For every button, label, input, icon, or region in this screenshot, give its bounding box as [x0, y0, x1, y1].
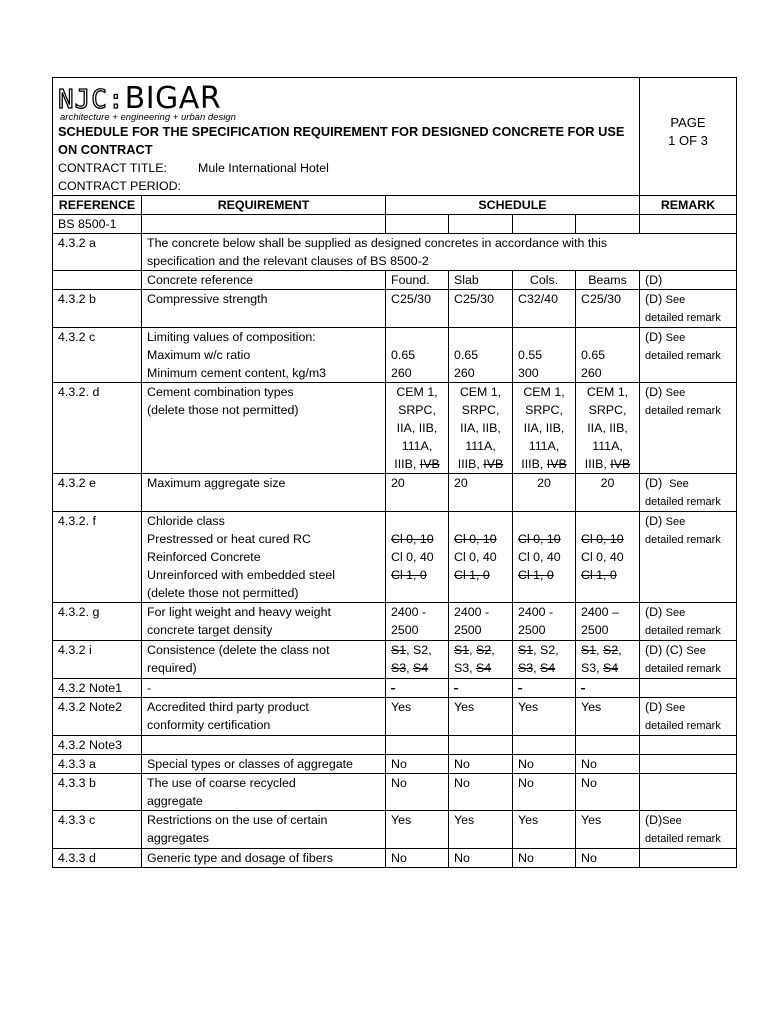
- table-row: [53, 849, 737, 868]
- schedule-cell: Beams: [576, 271, 640, 290]
- schedule-cell: CEM 1, SRPC, IIA, IIB, 111A, IIIB, IVB: [513, 383, 576, 474]
- schedule-cell: Yes: [449, 698, 513, 736]
- requirement-cell: -: [142, 679, 386, 698]
- header-block: [53, 78, 640, 196]
- requirement-cell: Accredited third party product conformity certification: [142, 698, 386, 736]
- requirement-cell: Special types or classes of aggregate: [142, 755, 386, 774]
- schedule-cell: Yes: [386, 811, 449, 849]
- requirement-cell: Compressive strength: [142, 290, 386, 328]
- remark-cell: (D) See detailed remark: [640, 512, 737, 603]
- table-row: [53, 215, 737, 234]
- schedule-cell: CEM 1, SRPC, IIA, IIB, 111A, IIIB, IVB: [576, 383, 640, 474]
- requirement-cell: The use of coarse recycled aggregate: [142, 774, 386, 811]
- requirement-text: specification and the relevant clauses of BS 8500-2: [147, 254, 429, 268]
- schedule-cell: C32/40: [513, 290, 576, 328]
- col-requirement-header: REQUIREMENT: [142, 196, 386, 215]
- schedule-cell: S1, S2, S3, S4: [386, 641, 449, 679]
- remark-cell: (D) See detailed remark: [640, 290, 737, 328]
- table-row: [53, 474, 737, 512]
- schedule-cell: Yes: [576, 698, 640, 736]
- remark-cell: (D) See detailed remark: [640, 603, 737, 641]
- remark-cell: (D): [640, 271, 737, 290]
- schedule-cell: Yes: [386, 698, 449, 736]
- remark-cell: (D) See detailed remark: [640, 383, 737, 474]
- schedule-cell: Slab: [449, 271, 513, 290]
- schedule-cell: No: [449, 849, 513, 868]
- page-label: PAGE: [670, 115, 706, 130]
- ref-cell: 4.3.3 b: [53, 774, 142, 811]
- table-row: [53, 755, 737, 774]
- ref-cell: 4.3.2 a: [53, 234, 142, 271]
- table-row: [53, 271, 737, 290]
- col-reference-header: REFERENCE: [53, 196, 142, 215]
- schedule-cell: 2400 - 2500: [386, 603, 449, 641]
- schedule-cell: 20: [576, 474, 640, 512]
- table-row: [53, 328, 737, 383]
- schedule-cell: No: [513, 774, 576, 811]
- page-number-cell: [640, 78, 737, 196]
- ref-cell: 4.3.2 Note2: [53, 698, 142, 736]
- table-row: [53, 603, 737, 641]
- schedule-cell: CEM 1, SRPC, IIA, IIB, 111A, IIIB, IVB: [449, 383, 513, 474]
- schedule-cell: No: [386, 755, 449, 774]
- remark-cell: [640, 774, 737, 811]
- document-title-line1: SCHEDULE FOR THE SPECIFICATION REQUIREMENT FOR DESIGNED CONCRETE FOR USE: [58, 124, 625, 139]
- schedule-cell: No: [576, 774, 640, 811]
- ref-cell: 4.3.2. d: [53, 383, 142, 474]
- remark-cell: [640, 679, 737, 698]
- ref-cell: 4.3.2 i: [53, 641, 142, 679]
- schedule-cell: -: [449, 679, 513, 698]
- table-row: [53, 679, 737, 698]
- document-title-line2: ON CONTRACT: [58, 142, 153, 157]
- table-row: [53, 290, 737, 328]
- table-row: [53, 234, 737, 271]
- schedule-cell: S1, S2, S3, S4: [576, 641, 640, 679]
- contract-title-label: CONTRACT TITLE:: [58, 161, 168, 175]
- requirement-cell: Restrictions on the use of certain aggregates: [142, 811, 386, 849]
- company-logo: [58, 80, 634, 123]
- schedule-cell: 0.65 260: [449, 328, 513, 383]
- schedule-cell: No: [513, 755, 576, 774]
- requirement-cell: Consistence (delete the class not required): [142, 641, 386, 679]
- col-schedule-header: SCHEDULE: [386, 196, 640, 215]
- contract-title-row: [58, 159, 634, 177]
- schedule-cell: C25/30: [449, 290, 513, 328]
- schedule-cell: 20: [449, 474, 513, 512]
- logo-name: BIGAR: [124, 81, 222, 116]
- schedule-cell: -: [386, 679, 449, 698]
- ref-cell: 4.3.3 d: [53, 849, 142, 868]
- schedule-cell: Yes: [513, 811, 576, 849]
- schedule-cell: No: [576, 849, 640, 868]
- ref-cell: 4.3.2 e: [53, 474, 142, 512]
- schedule-cell: No: [449, 774, 513, 811]
- table-row: [53, 641, 737, 679]
- contract-period-label: CONTRACT PERIOD:: [58, 179, 181, 193]
- requirement-cell: Cement combination types (delete those not permitted): [142, 383, 386, 474]
- requirement-cell: Maximum aggregate size: [142, 474, 386, 512]
- ref-cell: BS 8500-1: [53, 215, 142, 234]
- schedule-cell: 20: [386, 474, 449, 512]
- schedule-cell: 0.55 300: [513, 328, 576, 383]
- ref-cell: 4.3.2. f: [53, 512, 142, 603]
- schedule-cell: Yes: [576, 811, 640, 849]
- requirement-cell: For light weight and heavy weight concrete target density: [142, 603, 386, 641]
- table-row: [53, 383, 737, 474]
- schedule-cell: 20: [513, 474, 576, 512]
- col-remark-header: REMARK: [640, 196, 737, 215]
- ref-cell: 4.3.2 b: [53, 290, 142, 328]
- requirement-cell: Generic type and dosage of fibers: [142, 849, 386, 868]
- remark-cell: (D) See detailed remark: [640, 474, 737, 512]
- schedule-cell: No: [386, 774, 449, 811]
- requirement-cell: [142, 234, 737, 271]
- remark-cell: (D)See detailed remark: [640, 811, 737, 849]
- requirement-cell: Concrete reference: [142, 271, 386, 290]
- schedule-cell: S1, S2, S3, S4: [449, 641, 513, 679]
- column-header-row: [53, 196, 737, 215]
- schedule-cell: 2400 - 2500: [449, 603, 513, 641]
- ref-cell: 4.3.2. g: [53, 603, 142, 641]
- table-row: [53, 811, 737, 849]
- schedule-cell: Cl 0, 10 Cl 0, 40 Cl 1, 0: [513, 512, 576, 603]
- schedule-cell: 0.65 260: [576, 328, 640, 383]
- table-row: [53, 774, 737, 811]
- schedule-cell: C25/30: [576, 290, 640, 328]
- table-row: [53, 512, 737, 603]
- remark-cell: (D) See detailed remark: [640, 328, 737, 383]
- schedule-cell: Yes: [449, 811, 513, 849]
- table-row: [53, 698, 737, 736]
- schedule-cell: No: [386, 849, 449, 868]
- schedule-cell: 2400 - 2500: [513, 603, 576, 641]
- schedule-cell: No: [449, 755, 513, 774]
- requirement-text: The concrete below shall be supplied as designed concretes in accordance with this: [147, 236, 608, 250]
- remark-cell: (D) See detailed remark: [640, 698, 737, 736]
- ref-cell: 4.3.2 c: [53, 328, 142, 383]
- schedule-cell: Found.: [386, 271, 449, 290]
- ref-cell: 4.3.3 a: [53, 755, 142, 774]
- requirement-cell: Limiting values of composition: Maximum w/c ratio Minimum cement content, kg/m3: [142, 328, 386, 383]
- requirement-cell: Chloride class Prestressed or heat cured RC Reinforced Concrete Unreinforced with embedded steel (delete those not permitted): [142, 512, 386, 603]
- schedule-cell: No: [576, 755, 640, 774]
- contract-title-value: Mule International Hotel: [198, 161, 329, 175]
- schedule-cell: No: [513, 849, 576, 868]
- page-value: 1 OF 3: [668, 133, 708, 148]
- ref-cell: 4.3.2 Note1: [53, 679, 142, 698]
- ref-cell: 4.3.2 Note3: [53, 736, 142, 755]
- schedule-cell: Cl 0, 10 Cl 0, 40 Cl 1, 0: [576, 512, 640, 603]
- remark-cell: (D) (C) See detailed remark: [640, 641, 737, 679]
- schedule-cell: Cols.: [513, 271, 576, 290]
- schedule-cell: Cl 0, 10 Cl 0, 40 Cl 1, 0: [386, 512, 449, 603]
- schedule-cell: -: [513, 679, 576, 698]
- schedule-cell: 2400 – 2500: [576, 603, 640, 641]
- schedule-cell: CEM 1, SRPC, IIA, IIB, 111A, IIIB, IVB: [386, 383, 449, 474]
- schedule-cell: Cl 0, 10 Cl 0, 40 Cl 1, 0: [449, 512, 513, 603]
- table-row: [53, 736, 737, 755]
- schedule-cell: Yes: [513, 698, 576, 736]
- remark-cell: [640, 755, 737, 774]
- logo-monogram: NJC:: [58, 85, 125, 115]
- schedule-cell: C25/30: [386, 290, 449, 328]
- schedule-cell: 0.65 260: [386, 328, 449, 383]
- schedule-cell: -: [576, 679, 640, 698]
- remark-cell: [640, 849, 737, 868]
- schedule-cell: S1, S2, S3, S4: [513, 641, 576, 679]
- specification-schedule-table: [52, 77, 737, 868]
- ref-cell: 4.3.3 c: [53, 811, 142, 849]
- logo-tagline: architecture + engineering + urban design: [60, 112, 236, 123]
